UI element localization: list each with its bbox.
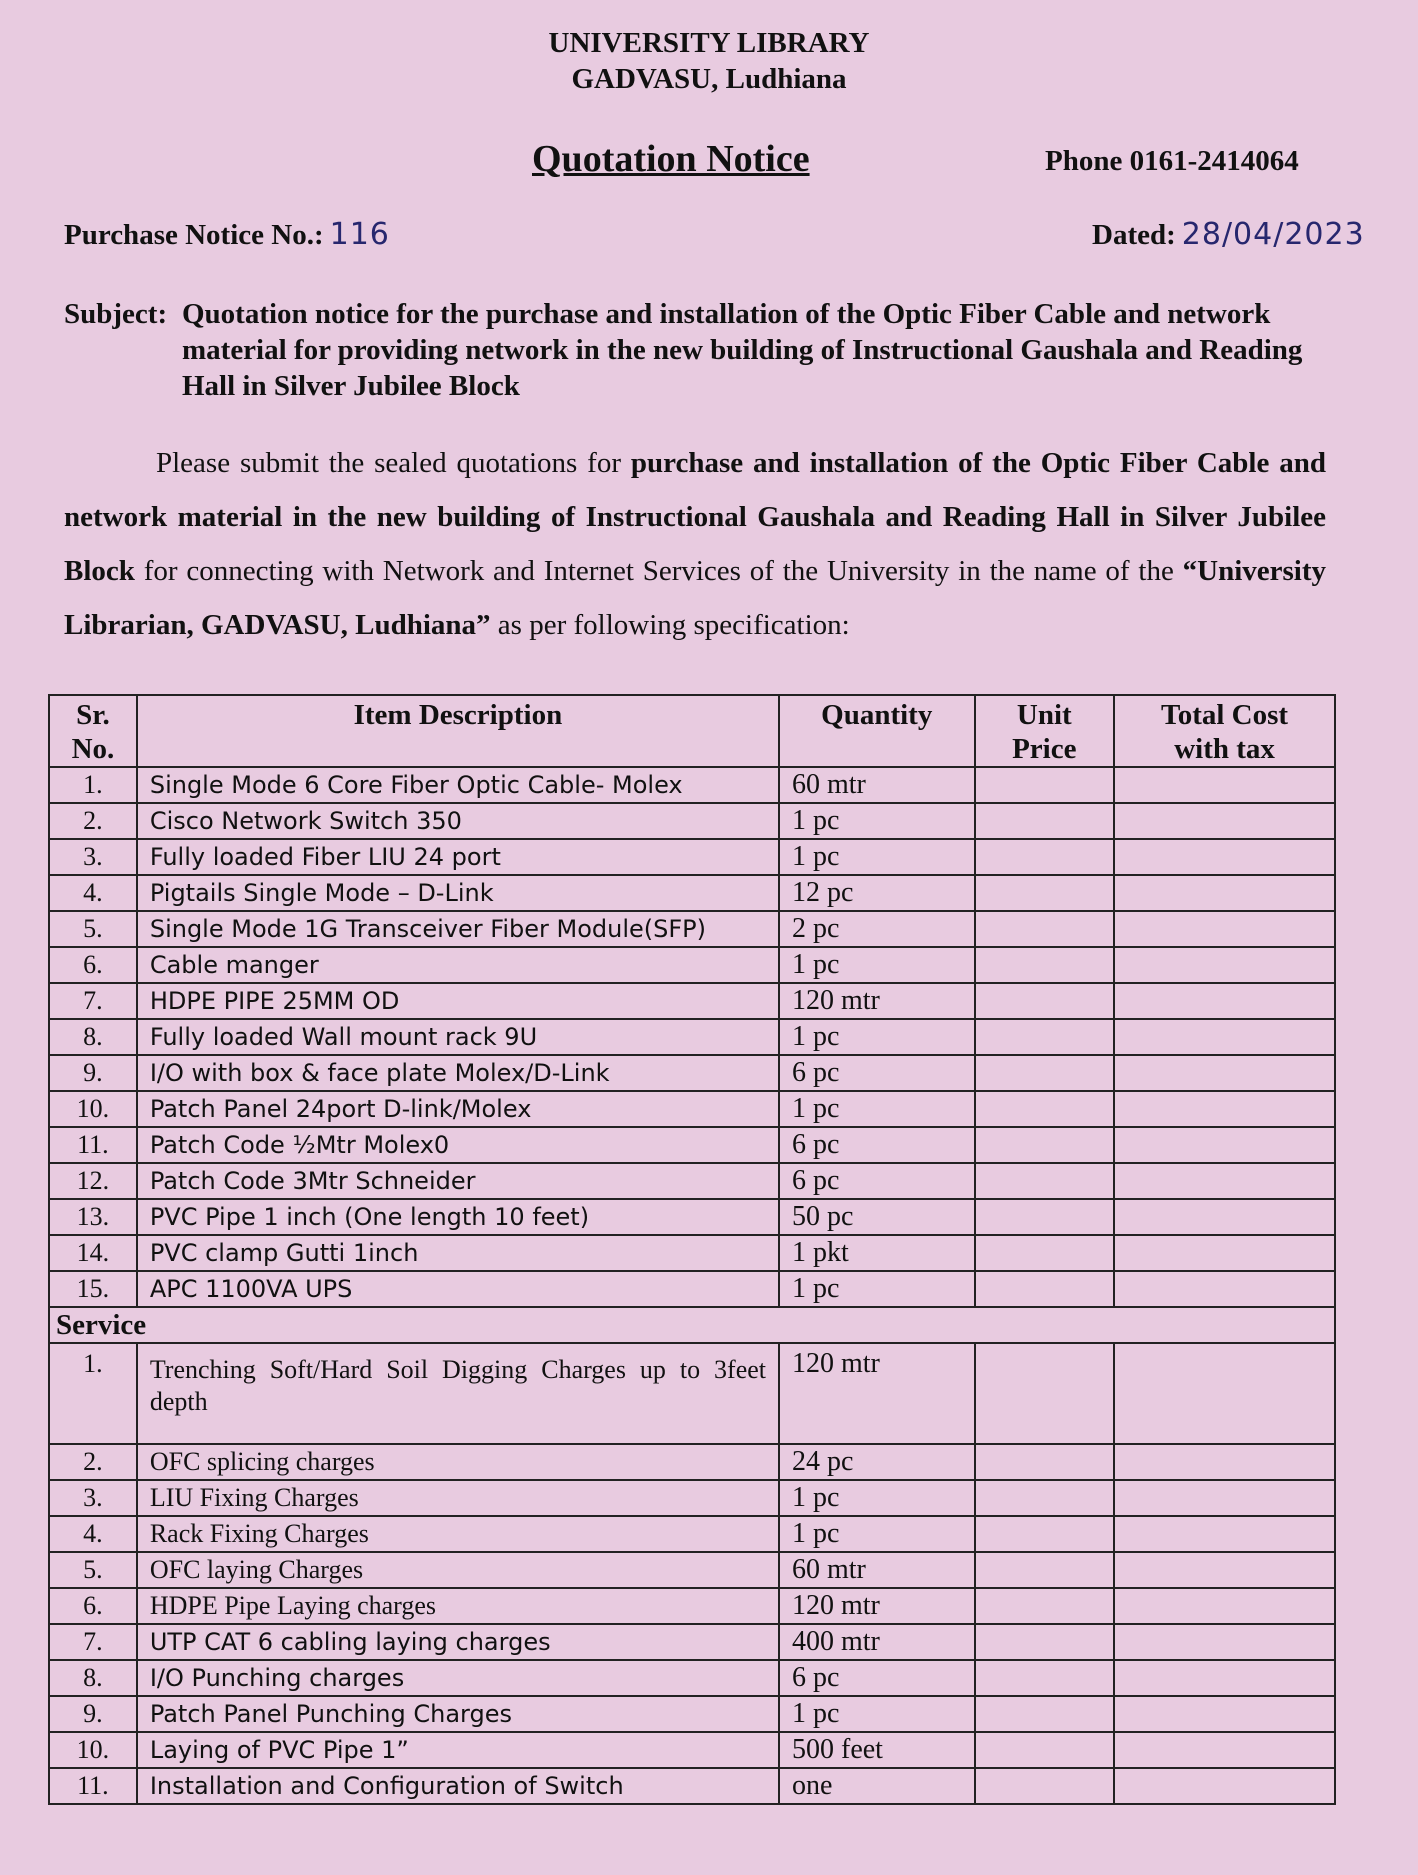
cell-qty: 1 pc (779, 803, 975, 839)
cell-sr: 6. (49, 1588, 137, 1624)
cell-desc: Patch Panel 24port D-link/Molex (137, 1091, 779, 1127)
cell-unit-price (975, 1732, 1115, 1768)
cell-sr: 9. (49, 1696, 137, 1732)
para-text-2: for connecting with Network and Internet Services of the University in the name of the (134, 555, 1183, 587)
cell-desc: APC 1100VA UPS (137, 1271, 779, 1307)
org-name: UNIVERSITY LIBRARY (548, 27, 870, 59)
cell-desc: Patch Code ½Mtr Molex0 (137, 1127, 779, 1163)
cell-qty: 120 mtr (779, 983, 975, 1019)
purchase-notice-number: 116 (329, 217, 390, 252)
cell-unit-price (975, 1199, 1115, 1235)
date-line (1092, 218, 1365, 252)
cell-total (1114, 1271, 1335, 1307)
cell-qty: 60 mtr (779, 1552, 975, 1588)
cell-total (1114, 983, 1335, 1019)
cell-total (1114, 1516, 1335, 1552)
cell-sr: 4. (49, 1516, 137, 1552)
cell-desc: UTP CAT 6 cabling laying charges (137, 1624, 779, 1660)
cell-sr: 8. (49, 1660, 137, 1696)
dated-label: Dated: (1092, 219, 1176, 251)
cell-unit-price (975, 1588, 1115, 1624)
cell-qty: 6 pc (779, 1127, 975, 1163)
cell-qty: 2 pc (779, 911, 975, 947)
cell-sr: 3. (49, 839, 137, 875)
cell-sr: 2. (49, 803, 137, 839)
table-row (49, 1552, 1335, 1588)
table-row (49, 1163, 1335, 1199)
cell-total (1114, 1444, 1335, 1480)
cell-total (1114, 1696, 1335, 1732)
table-row (49, 1624, 1335, 1660)
table-row (49, 803, 1335, 839)
cell-sr: 6. (49, 947, 137, 983)
cell-total (1114, 875, 1335, 911)
col-header-total-l1: Total Cost (1161, 699, 1289, 731)
cell-unit-price (975, 1624, 1115, 1660)
cell-qty: 50 pc (779, 1199, 975, 1235)
table-row (49, 1091, 1335, 1127)
cell-desc: Laying of PVC Pipe 1” (137, 1732, 779, 1768)
table-header-row (49, 695, 1335, 767)
table-row (49, 1127, 1335, 1163)
cell-sr: 1. (49, 767, 137, 803)
cell-qty: 1 pc (779, 839, 975, 875)
cell-qty: 120 mtr (779, 1343, 975, 1444)
cell-total (1114, 767, 1335, 803)
cell-total (1114, 1235, 1335, 1271)
cell-sr: 10. (49, 1091, 137, 1127)
cell-unit-price (975, 947, 1115, 983)
cell-desc: Single Mode 1G Transceiver Fiber Module(SFP) (137, 911, 779, 947)
cell-unit-price (975, 1516, 1115, 1552)
col-header-total (1114, 695, 1335, 767)
table-row (49, 1271, 1335, 1307)
cell-desc: PVC Pipe 1 inch (One length 10 feet) (137, 1199, 779, 1235)
cell-unit-price (975, 1127, 1115, 1163)
cell-unit-price (975, 875, 1115, 911)
cell-qty: 6 pc (779, 1660, 975, 1696)
cell-unit-price (975, 1091, 1115, 1127)
col-header-unit-l2: Price (1012, 733, 1077, 765)
specification-table (48, 694, 1336, 1805)
cell-sr: 7. (49, 1624, 137, 1660)
cell-sr: 11. (49, 1768, 137, 1804)
col-header-total-l2: with tax (1174, 733, 1275, 765)
cell-unit-price (975, 1444, 1115, 1480)
cell-desc: OFC splicing charges (137, 1444, 779, 1480)
cell-desc: Installation and Configuration of Switch (137, 1768, 779, 1804)
cell-qty: 1 pc (779, 1516, 975, 1552)
cell-unit-price (975, 1343, 1115, 1444)
cell-qty: 24 pc (779, 1444, 975, 1480)
cell-sr: 3. (49, 1480, 137, 1516)
table-row (49, 1444, 1335, 1480)
cell-sr: 7. (49, 983, 137, 1019)
cell-desc: Trenching Soft/Hard Soil Digging Charges up to 3feet depth (137, 1343, 779, 1444)
cell-qty: 1 pc (779, 1271, 975, 1307)
cell-unit-price (975, 1235, 1115, 1271)
cell-unit-price (975, 839, 1115, 875)
cell-sr: 9. (49, 1055, 137, 1091)
cell-desc: I/O Punching charges (137, 1660, 779, 1696)
table-row (49, 1199, 1335, 1235)
cell-desc: LIU Fixing Charges (137, 1480, 779, 1516)
cell-desc: PVC clamp Gutti 1inch (137, 1235, 779, 1271)
cell-sr: 13. (49, 1199, 137, 1235)
dated-value: 28/04/2023 (1181, 217, 1365, 252)
cell-sr: 8. (49, 1019, 137, 1055)
col-header-sr-l1: Sr. (76, 699, 110, 731)
cell-unit-price (975, 983, 1115, 1019)
service-section-row (49, 1307, 1335, 1343)
cell-qty: 60 mtr (779, 767, 975, 803)
cell-qty: 6 pc (779, 1163, 975, 1199)
cell-unit-price (975, 1271, 1115, 1307)
cell-desc: OFC laying Charges (137, 1552, 779, 1588)
cell-desc: HDPE Pipe Laying charges (137, 1588, 779, 1624)
cell-unit-price (975, 767, 1115, 803)
cell-total (1114, 1091, 1335, 1127)
cell-desc: Cisco Network Switch 350 (137, 803, 779, 839)
cell-unit-price (975, 1055, 1115, 1091)
org-location: GADVASU, Ludhiana (571, 63, 847, 95)
para-bold-1: purchase and installation of the Optic Fiber Cable and network material in the new building of Instructional Gaushala and Reading Hall in Silver Jubilee Block (64, 447, 1326, 587)
cell-unit-price (975, 1696, 1115, 1732)
purchase-notice-label: Purchase Notice No.: (64, 219, 324, 251)
cell-desc: I/O with box & face plate Molex/D-Link (137, 1055, 779, 1091)
cell-unit-price (975, 1660, 1115, 1696)
cell-total (1114, 1163, 1335, 1199)
cell-unit-price (975, 1768, 1115, 1804)
cell-total (1114, 1199, 1335, 1235)
cell-sr: 4. (49, 875, 137, 911)
cell-total (1114, 1588, 1335, 1624)
cell-unit-price (975, 1552, 1115, 1588)
table-row (49, 1588, 1335, 1624)
col-header-unit-l1: Unit (1016, 699, 1072, 731)
cell-qty: 400 mtr (779, 1624, 975, 1660)
cell-unit-price (975, 803, 1115, 839)
table-row (49, 1235, 1335, 1271)
cell-unit-price (975, 1163, 1115, 1199)
cell-total (1114, 1127, 1335, 1163)
para-text-3: as per following specification: (490, 609, 850, 641)
cell-desc: HDPE PIPE 25MM OD (137, 983, 779, 1019)
table-row (49, 1343, 1335, 1444)
subject-text: Quotation notice for the purchase and installation of the Optic Fiber Cable and network material for providing network in the new building of Instructional Gaushala and Reading Hall in Silver Jubilee Block (182, 298, 1303, 402)
cell-sr: 1. (49, 1343, 137, 1444)
cell-total (1114, 947, 1335, 983)
page-title: Quotation Notice (532, 138, 810, 180)
cell-sr: 2. (49, 1444, 137, 1480)
cell-total (1114, 1343, 1335, 1444)
table-row (49, 1768, 1335, 1804)
cell-sr: 11. (49, 1127, 137, 1163)
cell-qty: one (779, 1768, 975, 1804)
cell-sr: 5. (49, 1552, 137, 1588)
cell-qty: 1 pc (779, 947, 975, 983)
cell-qty: 500 feet (779, 1732, 975, 1768)
table-row (49, 1480, 1335, 1516)
table-row (49, 1732, 1335, 1768)
cell-total (1114, 1019, 1335, 1055)
cell-sr: 15. (49, 1271, 137, 1307)
table-row (49, 911, 1335, 947)
cell-qty: 1 pc (779, 1019, 975, 1055)
cell-unit-price (975, 911, 1115, 947)
service-section-label: Service (49, 1307, 1335, 1343)
cell-total (1114, 1552, 1335, 1588)
col-header-sr (49, 695, 137, 767)
table-row (49, 983, 1335, 1019)
col-header-sr-l2: No. (71, 733, 115, 765)
col-header-unit (975, 695, 1115, 767)
table-row (49, 1019, 1335, 1055)
cell-sr: 10. (49, 1732, 137, 1768)
subject-label: Subject: (64, 298, 168, 330)
table-row (49, 839, 1335, 875)
cell-desc: Fully loaded Fiber LIU 24 port (137, 839, 779, 875)
cell-qty: 1 pc (779, 1696, 975, 1732)
cell-desc: Rack Fixing Charges (137, 1516, 779, 1552)
cell-total (1114, 1480, 1335, 1516)
para-bold-2: “University Librarian, GADVASU, Ludhiana” (64, 555, 1326, 641)
para-text-1: Please submit the sealed quotations for (156, 447, 631, 479)
cell-total (1114, 1624, 1335, 1660)
cell-total (1114, 1732, 1335, 1768)
cell-desc: Patch Panel Punching Charges (137, 1696, 779, 1732)
table-row (49, 875, 1335, 911)
cell-desc: Pigtails Single Mode – D-Link (137, 875, 779, 911)
table-row (49, 1516, 1335, 1552)
cell-total (1114, 1055, 1335, 1091)
table-row (49, 1696, 1335, 1732)
cell-qty: 1 pkt (779, 1235, 975, 1271)
col-header-qty: Quantity (779, 695, 975, 767)
cell-total (1114, 1660, 1335, 1696)
cell-sr: 12. (49, 1163, 137, 1199)
cell-qty: 120 mtr (779, 1588, 975, 1624)
purchase-notice (64, 218, 390, 252)
cell-desc: Single Mode 6 Core Fiber Optic Cable- Molex (137, 767, 779, 803)
cell-desc: Cable manger (137, 947, 779, 983)
table-row (49, 1055, 1335, 1091)
cell-sr: 5. (49, 911, 137, 947)
cell-total (1114, 839, 1335, 875)
cell-unit-price (975, 1019, 1115, 1055)
cell-total (1114, 911, 1335, 947)
cell-desc: Fully loaded Wall mount rack 9U (137, 1019, 779, 1055)
table-row (49, 767, 1335, 803)
cell-qty: 12 pc (779, 875, 975, 911)
body-paragraph (64, 436, 1326, 652)
cell-unit-price (975, 1480, 1115, 1516)
table-row (49, 1660, 1335, 1696)
cell-total (1114, 1768, 1335, 1804)
cell-qty: 6 pc (779, 1055, 975, 1091)
cell-desc: Patch Code 3Mtr Schneider (137, 1163, 779, 1199)
cell-sr: 14. (49, 1235, 137, 1271)
col-header-desc: Item Description (137, 695, 779, 767)
cell-qty: 1 pc (779, 1480, 975, 1516)
table-row (49, 947, 1335, 983)
cell-qty: 1 pc (779, 1091, 975, 1127)
cell-total (1114, 803, 1335, 839)
phone-number: Phone 0161-2414064 (1045, 145, 1299, 177)
